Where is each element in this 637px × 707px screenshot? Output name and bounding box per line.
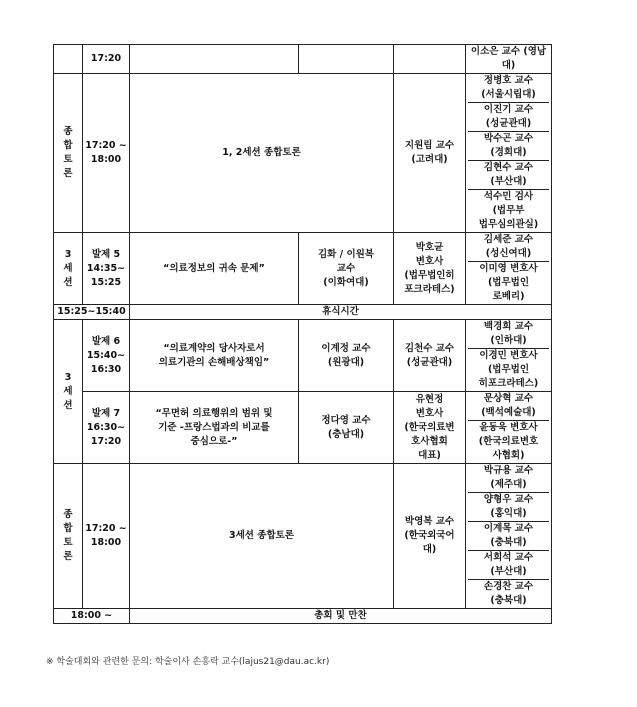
time-cell: 17:20 (83, 45, 130, 74)
title-cell: “의료계약의 당사자로서 의료기관의 손해배상책임” (130, 320, 299, 392)
time-cell: 발제 5 14:35~ 15:25 (83, 233, 130, 305)
time-cell: 17:20 ~ 18:00 (83, 464, 130, 609)
title-cell: 3세션 종합토론 (130, 464, 394, 609)
presenter-cell: 이계정 교수 (원광대) (299, 320, 394, 392)
label-cell (54, 45, 83, 74)
chair-cell: 김천수 교수 (성균관대) (394, 320, 466, 392)
presenter-cell (299, 45, 394, 74)
presenter-cell: 김화 / 이원복 교수 (이화여대) (299, 233, 394, 305)
session-label: 종 합 토 론 (54, 74, 83, 233)
chair-cell: 지원림 교수 (고려대) (394, 74, 466, 233)
time-cell: 17:20 ~ 18:00 (83, 74, 130, 233)
schedule-table (53, 44, 552, 624)
session-label: 3 세 션 (54, 233, 83, 305)
table-row (54, 392, 552, 464)
panelist: 이미영 변호사 (법무법인 로베리) (479, 263, 538, 302)
panelist: 문상혁 교수 (백석예술대) (468, 392, 549, 421)
panelist: 서희석 교수 (부산대) (468, 551, 549, 580)
time-cell: 15:25~15:40 (54, 305, 130, 320)
table-row (54, 464, 552, 609)
panelist: 이경민 변호사 (법무법인 히포크라테스) (478, 350, 539, 389)
chair-cell: 박호균 변호사 (법무법인히 포크라테스) (394, 233, 466, 305)
panelist: 이계목 교수 (충북대) (468, 522, 549, 551)
panel-cell (466, 464, 552, 609)
time-cell: 발제 7 16:30~ 17:20 (83, 392, 130, 464)
panelist: 박규용 교수 (제주대) (468, 464, 549, 493)
panelist: 정병호 교수 (서울시립대) (468, 74, 549, 103)
panelist: 윤동욱 변호사 (한국의료변호 사협회) (478, 422, 539, 461)
panelist: 김현수 교수 (부산대) (468, 161, 549, 190)
break-cell: 휴식시간 (130, 305, 552, 320)
panel-cell (466, 320, 552, 392)
panel-cell (466, 233, 552, 305)
time-cell: 발제 6 15:40~ 16:30 (83, 320, 130, 392)
panelist: 양형우 교수 (홍익대) (468, 493, 549, 522)
panel-cell (466, 392, 552, 464)
dinner-cell: 총회 및 만찬 (130, 609, 552, 624)
panelist: 손경찬 교수 (충북대) (483, 581, 534, 606)
panelist: 김세준 교수 (성신여대) (468, 233, 549, 262)
title-cell: “무면허 의료행위의 범위 및 기준 -프랑스법과의 비교를 중심으로-” (130, 392, 299, 464)
panelist: 석수민 검사 (법무부 법무심의관실) (478, 191, 539, 230)
session-label: 3 세 션 (54, 320, 83, 464)
panelist: 이소은 교수 (영남대) (470, 46, 547, 71)
session-label: 종 합 토 론 (54, 464, 83, 609)
table-row (54, 74, 552, 233)
table-row (54, 233, 552, 305)
chair-cell: 박영복 교수 (한국외국어 대) (394, 464, 466, 609)
title-cell (130, 45, 299, 74)
time-cell: 18:00 ~ (54, 609, 130, 624)
table-row (54, 305, 552, 320)
panelist: 이진기 교수 (성균관대) (468, 103, 549, 132)
presenter-cell: 정다영 교수 (충남대) (299, 392, 394, 464)
panelist: 박수곤 교수 (경희대) (468, 132, 549, 161)
panel-cell (466, 74, 552, 233)
chair-cell (394, 45, 466, 74)
table-row (54, 609, 552, 624)
footnote: ※ 학술대회와 관련한 문의: 학술이사 손흥락 교수(lajus21@dau.ac.kr) (46, 657, 330, 667)
panelist: 백경희 교수 (인하대) (468, 320, 549, 349)
table-row (54, 320, 552, 392)
title-cell: “의료정보의 귀속 문제” (130, 233, 299, 305)
chair-cell: 유현정 변호사 (한국의료변 호사협회 대표) (394, 392, 466, 464)
title-cell: 1, 2세션 종합토론 (130, 74, 394, 233)
table-row (54, 45, 552, 74)
panel-cell (466, 45, 552, 74)
